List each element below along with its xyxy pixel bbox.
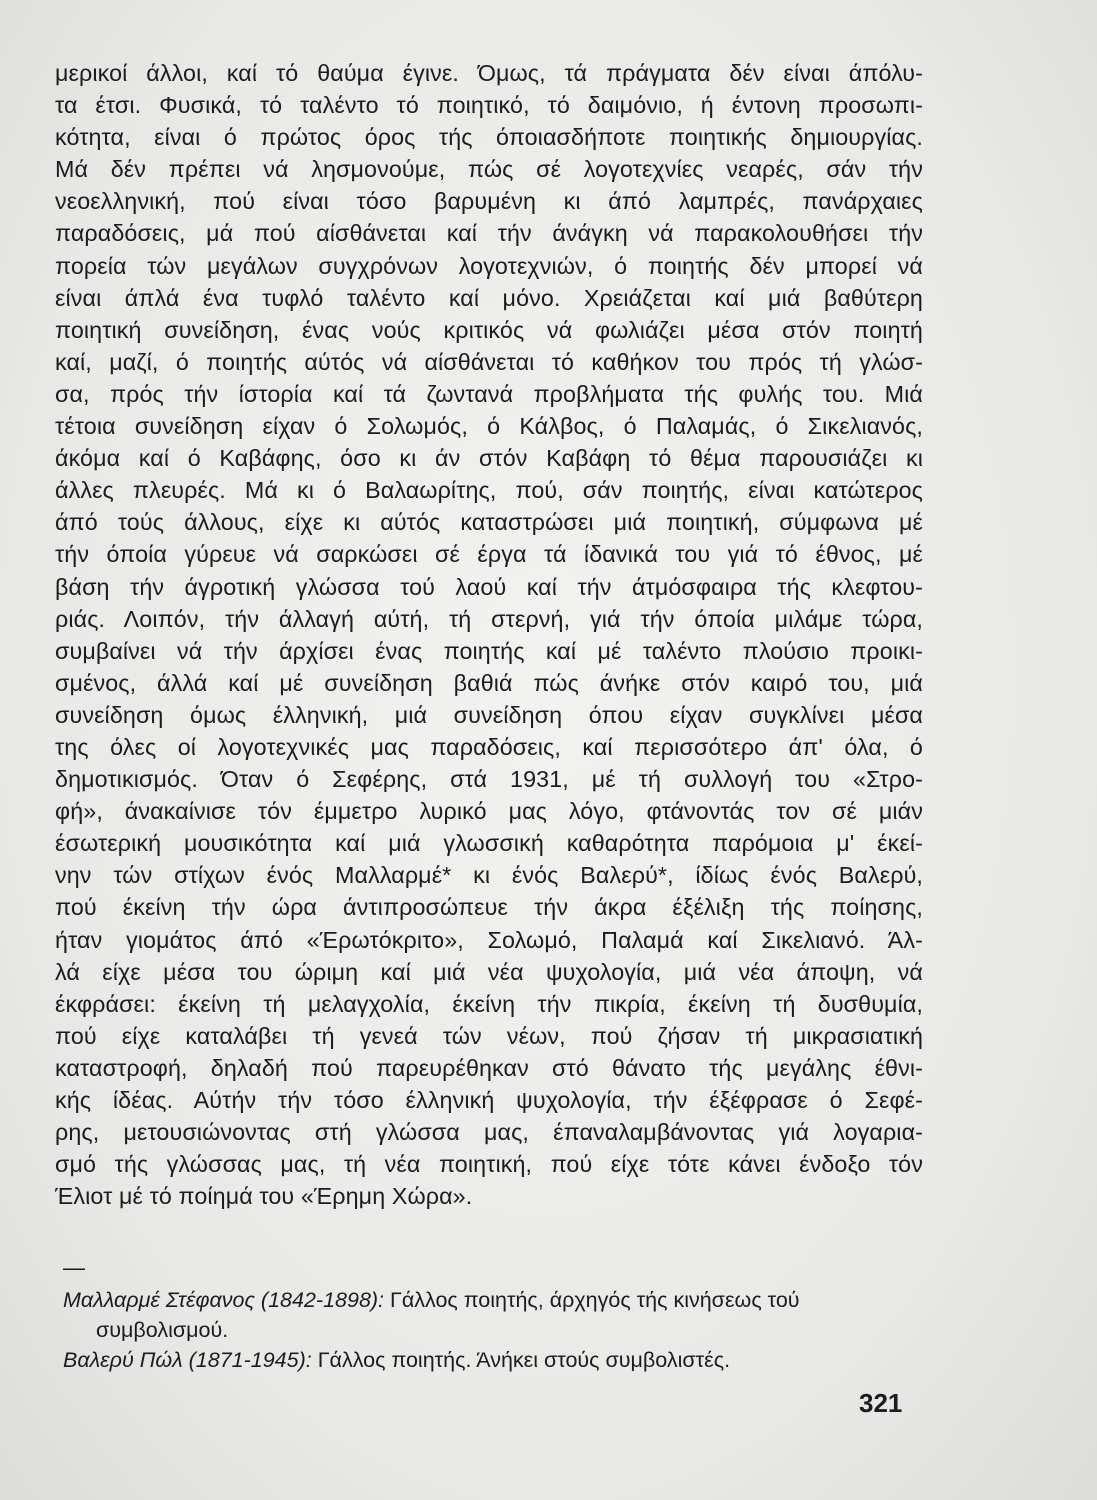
text-line: μερικοί άλλοι, καί τό θαύμα έγινε. Όμως, τά πράγματα δέν είναι άπόλυ- bbox=[55, 60, 923, 86]
text-line: σμένος, άλλά καί μέ συνείδηση βαθιά πώς άνήκε στόν καιρό του, μιά bbox=[55, 669, 923, 696]
text-line: καταστροφή, δηλαδή πού παρευρέθηκαν στό θάνατο τής μεγάλης έθνι- bbox=[55, 1054, 923, 1081]
text-line: έκφράσει: έκείνη τή μελαγχολία, έκείνη τήν πικρία, έκείνη τή δυσθυμία, bbox=[55, 990, 923, 1017]
footnote-separator: — bbox=[63, 1255, 85, 1280]
text-line: είναι άπλά ένα τυφλό ταλέντο καί μόνο. Χρειάζεται καί μιά βαθύτερη bbox=[55, 284, 923, 311]
text-line: νην τών στίχων ένός Μαλλαρμέ* κι ένός Βαλερύ*, ίδίως ένός Βαλερύ, bbox=[55, 862, 923, 889]
text-line: νεοελληνική, πού είναι τόσο βαρυμένη κι άπό λαμπρές, πανάρχαιες bbox=[55, 188, 923, 215]
text-line: άκόμα καί ό Καβάφης, όσο κι άν στόν Καβάφη τό θέμα παρουσιάζει κι bbox=[55, 445, 923, 472]
text-line: τήν όποία γύρευε νά σαρκώσει σέ έργα τά ίδανικά του γιά τό έθνος, μέ bbox=[55, 541, 923, 568]
text-line: έσωτερική μουσικότητα καί μιά γλωσσική καθαρότητα παρόμοια μ' έκεί- bbox=[55, 830, 923, 857]
footnote-name: Βαλερύ Πώλ (1871-1945): bbox=[63, 1348, 312, 1372]
text-line: πού είχε καταλάβει τή γενεά τών νέων, πού ζήσαν τή μικρασιατική bbox=[55, 1022, 923, 1049]
text-line: συνείδηση όμως έλληνική, μιά συνείδηση όπου είχαν συγκλίνει μέσα bbox=[55, 701, 923, 728]
text-line: τέτοια συνείδηση είχαν ό Σολωμός, ό Κάλβος, ό Παλαμάς, ό Σικελιανός, bbox=[55, 413, 923, 440]
footnote-text: Γάλλος ποιητής, άρχηγός τής κινήσεως τού bbox=[384, 1288, 800, 1312]
text-line: λά είχε μέσα του ώριμη καί μιά νέα ψυχολογία, μιά νέα άποψη, νά bbox=[55, 958, 923, 985]
footnote-continuation: συμβολισμού. bbox=[96, 1318, 229, 1342]
text-line: ριάς. Λοιπόν, τήν άλλαγή αύτή, τή στερνή, γιά τήν όποία μιλάμε τώρα, bbox=[55, 605, 923, 632]
text-line: κότητα, είναι ό πρώτος όρος τής όποιασδήποτε ποιητικής δημιουργίας. bbox=[55, 124, 923, 151]
text-line-last: Έλιοτ μέ τό ποίημά του «Έρημη Χώρα». bbox=[55, 1183, 473, 1210]
text-line: ήταν γιομάτος άπό «Έρωτόκριτο», Σολωμό, Παλαμά καί Σικελιανό. Άλ- bbox=[55, 926, 923, 953]
text-line: συμβαίνει νά τήν άρχίσει ένας ποιητής καί μέ ταλέντο πλούσιο προικι- bbox=[55, 637, 923, 664]
text-line: τα έτσι. Φυσικά, τό ταλέντο τό ποιητικό, τό δαιμόνιο, ή έντονη προσωπι- bbox=[55, 92, 923, 119]
text-line: καί, μαζί, ό ποιητής αύτός νά αίσθάνεται τό καθήκον του πρός τή γλώσ- bbox=[55, 348, 923, 375]
text-line: πορεία τών μεγάλων συγχρόνων λογοτεχνιών, ό ποιητής δέν μπορεί νά bbox=[55, 252, 923, 279]
text-line: άλλες πλευρές. Μά κι ό Βαλαωρίτης, πού, σάν ποιητής, είναι κατώτερος bbox=[55, 477, 923, 504]
text-line: φή», άνακαίνισε τόν έμμετρο λυρικό μας λόγο, φτάνοντάς τον σέ μιάν bbox=[55, 798, 923, 825]
text-line: πού έκείνη τήν ώρα άντιπροσώπευε τήν άκρα έξέλιξη τής ποίησης, bbox=[55, 894, 923, 921]
main-text bbox=[55, 57, 923, 1212]
footnotes bbox=[63, 1285, 923, 1375]
text-line: της όλες οί λογοτεχνικές μας παραδόσεις, καί περισσότερο άπ' όλα, ό bbox=[55, 733, 923, 760]
page-number: 321 bbox=[859, 1388, 903, 1418]
text-line: δημοτικισμός. Όταν ό Σεφέρης, στά 1931, μέ τή συλλογή του «Στρο- bbox=[55, 766, 923, 793]
footnote-text: Γάλλος ποιητής. Άνήκει στούς συμβολιστές. bbox=[311, 1348, 731, 1372]
text-line: σμό τής γλώσσας μας, τή νέα ποιητική, πού είχε τότε κάνει ένδοξο τόν bbox=[55, 1151, 923, 1178]
text-line: παραδόσεις, μά πού αίσθάνεται καί τήν άνάγκη νά παρακολουθήσει τήν bbox=[55, 220, 923, 247]
footnote-valery bbox=[63, 1345, 923, 1375]
text-line: άπό τούς άλλους, είχε κι αύτός καταστρώσει μιά ποιητική, σύμφωνα μέ bbox=[55, 509, 923, 536]
text-line: Μά δέν πρέπει νά λησμονούμε, πώς σέ λογοτεχνίες νεαρές, σάν τήν bbox=[55, 156, 923, 183]
text-line: κής ίδέας. Αύτήν τήν τόσο έλληνική ψυχολογία, τήν έξέφρασε ό Σεφέ- bbox=[55, 1087, 923, 1113]
text-line: βάση τήν άγροτική γλώσσα τού λαού καί τήν άτμόσφαιρα τής κλεφτου- bbox=[55, 573, 923, 600]
footnote-mallarme bbox=[63, 1285, 923, 1315]
text-line: σα, πρός τήν ίστορία καί τά ζωντανά προβλήματα τής φυλής του. Μιά bbox=[55, 380, 923, 407]
footnote-name: Μαλλαρμέ Στέφανος (1842-1898): bbox=[63, 1288, 385, 1312]
text-line: ρης, μετουσιώνοντας στή γλώσσα μας, έπαναλαμβάνοντας γιά λογαρια- bbox=[55, 1119, 923, 1146]
text-line: ποιητική συνείδηση, ένας νούς κριτικός νά φωλιάζει μέσα στόν ποιητή bbox=[55, 316, 923, 343]
